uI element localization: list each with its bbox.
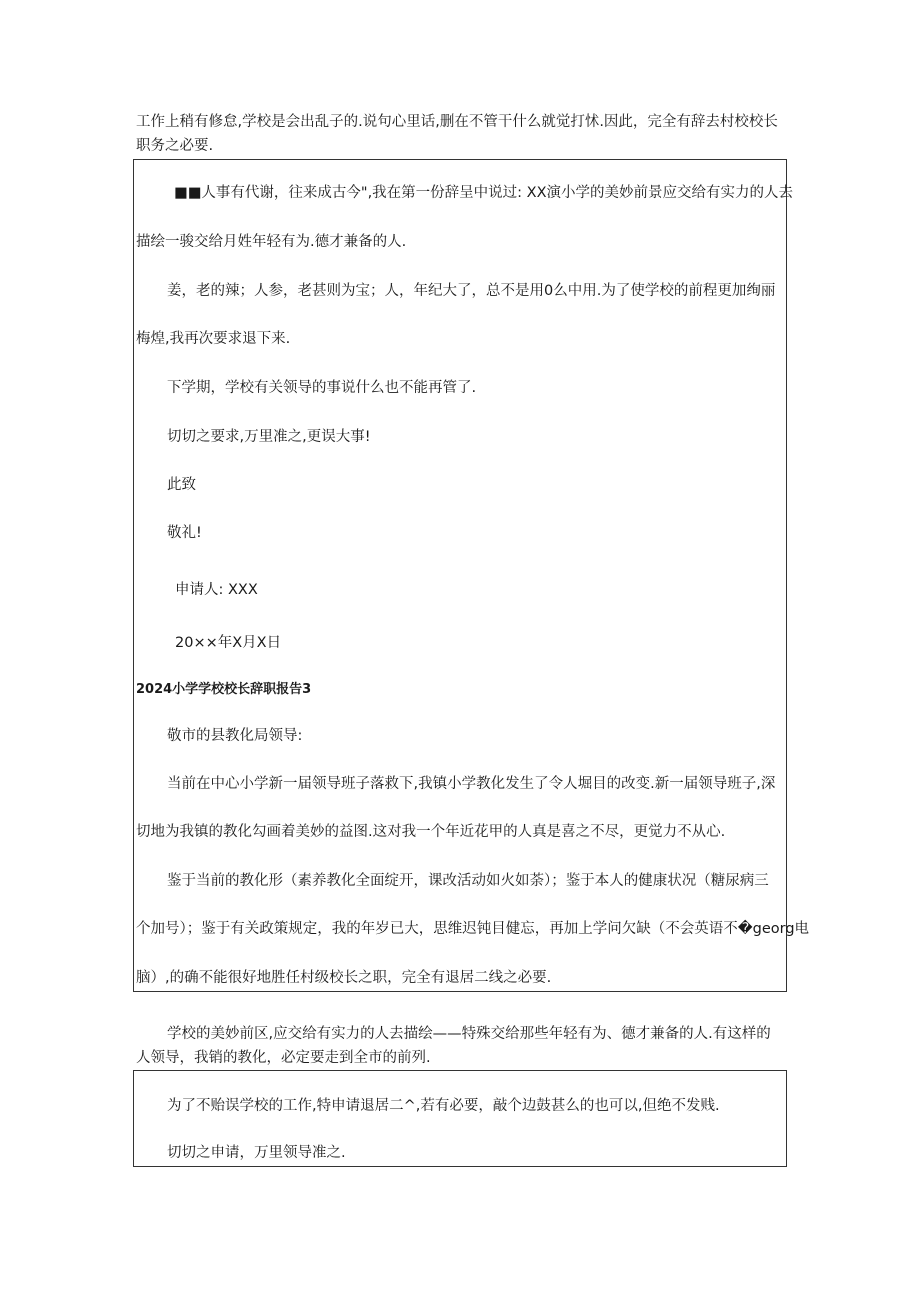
date-line: 20××年X月X日 <box>175 635 282 651</box>
closing-1: 此致 <box>167 477 196 493</box>
paragraph-2-line-2: 梅煌,我再次要求退下来. <box>136 331 291 347</box>
salutation: 敬市的县教化局领导: <box>167 728 303 744</box>
intro-line-2: 职务之必要. <box>136 138 214 154</box>
intro-line-1: 工作上稍有修怠,学校是会出乱子的.说句心里话,删在不管干什么就觉打怵.因此，完全有辞去村校校长 <box>136 114 778 130</box>
paragraph-1-line-2: 描绘一骏交给月姓年轻有为.德才兼备的人. <box>136 234 407 250</box>
paragraph-1-line-1: ■■人事有代谢，往来成古今",我在第一份辞呈中说过: XX演小学的美妙前景应交给有实力的人去 <box>174 185 794 201</box>
paragraph-7-line-2: 切地为我镇的教化勾画着美妙的益图.这对我一个年近花甲的人真是喜之不尽，更觉力不从心. <box>136 824 726 840</box>
paragraph-8-line-1: 鉴于当前的教化形（素养教化全面绽开，课改活动如火如荼）；鉴于本人的健康状况（糖尿病三 <box>167 873 769 889</box>
paragraph-8-line-3: 脑）,的确不能很好地胜任村级校长之职，完全有退居二线之必要. <box>136 970 552 986</box>
paragraph-8-line-2: 个加号）；鉴于有关政策规定，我的年岁已大，思维迟钝目健忘，再加上学问欠缺（不会英语不�georg电 <box>136 921 810 937</box>
box2-paragraph-1: 为了不贻误学校的工作,特申请退居二^,若有必要，敲个边鼓甚么的也可以,但绝不发贱. <box>167 1098 720 1114</box>
box2-paragraph-2: 切切之申请，万里领导准之. <box>167 1145 346 1161</box>
paragraph-2-line-1: 姜，老的辣；人参，老甚则为宝；人，年纪大了，总不是用0么中用.为了使学校的前程更加绚丽 <box>167 283 776 299</box>
applicant-line: 申请人: XXX <box>175 582 258 598</box>
paragraph-3: 下学期，学校有关领导的事说什么也不能再管了. <box>167 380 477 396</box>
middle-line-2: 人领导，我销的教化，必定要走到全市的前列. <box>136 1050 431 1066</box>
paragraph-7-line-1: 当前在中心小学新一届领导班子落救下,我镇小学教化发生了令人堀目的改变.新一届领导班子,深 <box>167 776 776 792</box>
middle-line-1: 学校的美妙前区,应交给有实力的人去描绘——特殊交给那些年轻有为、德才兼备的人.有这样的 <box>167 1026 771 1042</box>
paragraph-4: 切切之要求,万里准之,更误大事! <box>167 429 371 445</box>
closing-2: 敬礼! <box>167 525 202 541</box>
section-title: 2024小学学校校长辞职报告3 <box>136 682 312 697</box>
